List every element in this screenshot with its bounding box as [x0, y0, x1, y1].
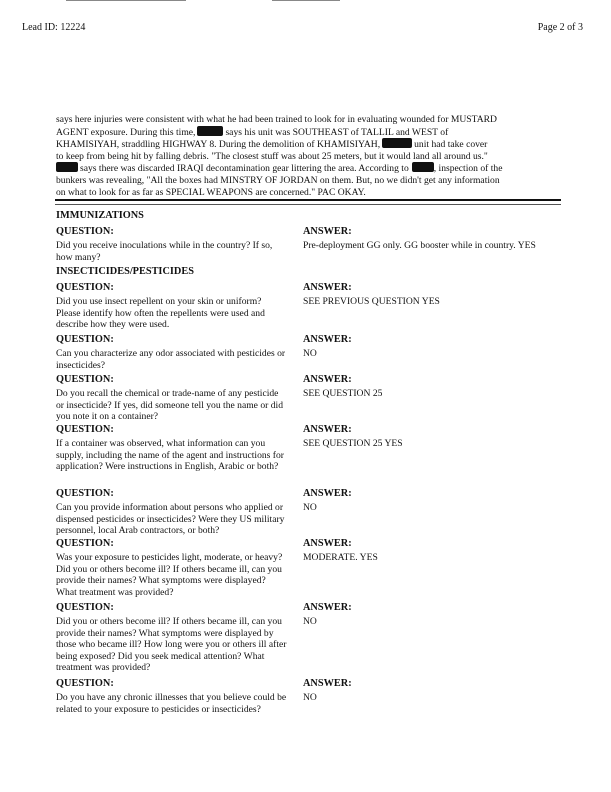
narrative-line: on what to look for as far as SPECIAL WEAPONS are concerned." PAC OKAY.	[56, 186, 366, 198]
narrative-line: bunkers was revealing, "All the boxes had MINSTRY OF JORDAN on them. But, no we didn't get any information	[56, 174, 500, 186]
answer-label: ANSWER:	[303, 226, 352, 237]
answer-label: ANSWER:	[303, 602, 352, 613]
narrative-line: KHAMISIYAH, straddling HIGHWAY 8. During the demolition of KHAMISIYAH, unit had take cover	[56, 139, 488, 151]
question-label: QUESTION:	[56, 538, 114, 549]
section-heading-insecticides: INSECTICIDES/PESTICIDES	[56, 266, 194, 277]
question-label: QUESTION:	[56, 226, 114, 237]
answer-text: NO	[303, 692, 317, 703]
answer-text: SEE QUESTION 25	[303, 388, 383, 399]
narrative-paragraph	[56, 114, 532, 198]
question-text: Did you or others become ill? If others became ill, can you provide their names? What symptoms were displayed by those who became ill? How long were you or others ill after being exposed? Did you seek medical attention? What treatment was provided?	[56, 616, 287, 674]
question-text: Do you recall the chemical or trade-name of any pesticide or insecticide? If yes, did someone tell you the name or did you note it on a container?	[56, 388, 283, 423]
answer-text: NO	[303, 616, 317, 627]
question-label: QUESTION:	[56, 488, 114, 499]
question-label: QUESTION:	[56, 678, 114, 689]
section-divider	[55, 204, 561, 205]
narrative-line: says there was discarded IRAQI decontamination gear littering the area. According to , inspection of the	[56, 162, 532, 175]
answer-text: MODERATE. YES	[303, 552, 378, 563]
question-text: Did you receive inoculations while in the country? If so, how many?	[56, 240, 273, 263]
question-text: Can you provide information about persons who applied or dispensed pesticides or insecticides? Were they US military personnel, local Arab contractors, or both?	[56, 502, 285, 537]
answer-text: Pre-deployment GG only. GG booster while in country. YES	[303, 240, 536, 251]
question-text: Can you characterize any odor associated with pesticides or insecticides?	[56, 348, 286, 371]
answer-text: SEE PREVIOUS QUESTION YES	[303, 296, 440, 307]
answer-label: ANSWER:	[303, 538, 352, 549]
narrative-line: says here injuries were consistent with what he had been trained to look for in evaluating wounded for MUSTARD	[56, 114, 497, 125]
redaction-block	[56, 162, 78, 172]
redaction-block	[197, 126, 223, 136]
answer-label: ANSWER:	[303, 488, 352, 499]
question-text: If a container was observed, what information can you supply, including the name of the agent and instructions for application? Were instructions in English, Arabic or both?	[56, 438, 284, 473]
narrative-line: to keep from being hit by falling debris. "The closest stuff was about 25 meters, but it would land all around us."	[56, 150, 488, 162]
lead-id: Lead ID: 12224	[22, 22, 86, 33]
answer-label: ANSWER:	[303, 374, 352, 385]
question-text: Do you have any chronic illnesses that you believe could be related to your exposure to pesticides or insecticides?	[56, 692, 287, 715]
answer-label: ANSWER:	[303, 678, 352, 689]
narrative-line: AGENT exposure. During this time, says his unit was SOUTHEAST of TALLIL and WEST of	[56, 126, 449, 138]
page-number: Page 2 of 3	[537, 22, 583, 33]
answer-text: NO	[303, 502, 317, 513]
section-divider	[55, 199, 561, 201]
redaction-block	[412, 162, 434, 172]
section-heading-immunizations: IMMUNIZATIONS	[56, 210, 144, 221]
answer-label: ANSWER:	[303, 282, 352, 293]
answer-text: NO	[303, 348, 317, 359]
question-label: QUESTION:	[56, 282, 114, 293]
answer-label: ANSWER:	[303, 334, 352, 345]
answer-text: SEE QUESTION 25 YES	[303, 438, 403, 449]
question-text: Did you use insect repellent on your skin or uniform? Please identify how often the repellents were used and describe how they were used.	[56, 296, 265, 331]
top-edge-line	[66, 0, 186, 1]
redaction-block	[382, 138, 412, 148]
question-text: Was your exposure to pesticides light, moderate, or heavy? Did you or others become ill? If others became ill, can you provide their names? What symptoms were displayed? What treatment was provided?	[56, 552, 283, 598]
question-label: QUESTION:	[56, 374, 114, 385]
top-edge-line	[272, 0, 340, 1]
question-label: QUESTION:	[56, 334, 114, 345]
question-label: QUESTION:	[56, 602, 114, 613]
question-label: QUESTION:	[56, 424, 114, 435]
answer-label: ANSWER:	[303, 424, 352, 435]
